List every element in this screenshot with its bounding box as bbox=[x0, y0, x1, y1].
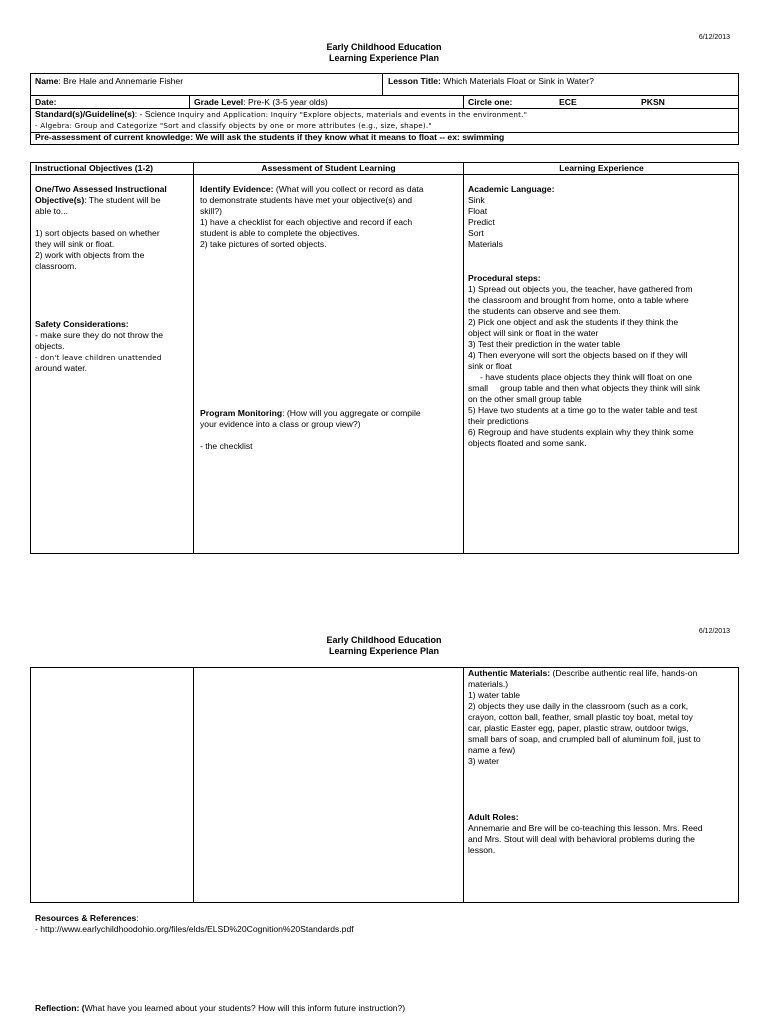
safety-line: - make sure they do not throw the bbox=[35, 330, 164, 340]
page1-date: 6/12/2013 bbox=[698, 34, 730, 41]
safety-line: - don't leave children unattended bbox=[35, 353, 162, 362]
objective-line bbox=[35, 217, 191, 228]
circle-option-ece[interactable]: ECE bbox=[559, 97, 577, 107]
col-header-objectives bbox=[35, 163, 153, 174]
procedural-line: 1) Spread out objects you, the teacher, have gathered from bbox=[468, 284, 693, 294]
program-line: - the checklist bbox=[200, 441, 253, 451]
vocab-word: Sort bbox=[468, 228, 484, 238]
standards-field bbox=[35, 109, 735, 131]
divider bbox=[193, 667, 194, 903]
circle-one-label: Circle one: bbox=[468, 97, 513, 107]
procedural-line: sink or float bbox=[468, 361, 512, 371]
procedural-line: the classroom and brought from home, onto a table where bbox=[468, 295, 689, 305]
program-line bbox=[200, 430, 462, 441]
procedural-line: - have students place objects they think will float on one bbox=[468, 372, 693, 382]
page2-title-line2: Learning Experience Plan bbox=[328, 646, 440, 656]
authentic-line: (Describe authentic real life, hands-on bbox=[550, 668, 698, 678]
standards-science: Inquiry and Application: Inquiry "Explore objects, materials and events in the environment." bbox=[177, 110, 528, 119]
name-label: Name bbox=[35, 76, 59, 86]
objective-heading-2: Objective(s) bbox=[35, 195, 85, 205]
procedural-line: 5) Have two students at a time go to the water table and test bbox=[468, 405, 698, 415]
divider bbox=[193, 162, 194, 554]
identify-line: student is able to complete the objectives. bbox=[200, 228, 360, 238]
objective-line: 2) work with objects from the bbox=[35, 250, 145, 260]
safety-label: Safety Considerations: bbox=[35, 319, 129, 329]
divider bbox=[30, 174, 739, 175]
circle-one-field bbox=[468, 97, 738, 108]
divider bbox=[463, 667, 464, 903]
vocab-word: Sink bbox=[468, 195, 485, 205]
procedural-line: the students can observe and see them. bbox=[468, 306, 621, 316]
reflection-prompt: What have you learned about your students? How will this inform future instruction?) bbox=[84, 1003, 406, 1013]
lesson-title-field bbox=[388, 76, 594, 87]
preassessment-text: Pre-assessment of current knowledge: We will ask the students if they know what it means to float -- ex: swimming bbox=[35, 132, 505, 142]
grade-level-label: Grade Level bbox=[194, 97, 244, 107]
resources-link[interactable]: - http://www.earlychildhoodohio.org/files/elds/ELSD%20Cognition%20Standards.pdf bbox=[35, 924, 354, 934]
authentic-line: 1) water table bbox=[468, 690, 521, 700]
authentic-line: 3) water bbox=[468, 756, 500, 766]
divider bbox=[463, 95, 464, 108]
identify-line: 2) take pictures of sorted objects. bbox=[200, 239, 327, 249]
procedural-line: their predictions bbox=[468, 416, 529, 426]
adult-roles-line: lesson. bbox=[468, 845, 496, 855]
objective-line: able to... bbox=[35, 206, 68, 216]
identify-line: 1) have a checklist for each objective and record if each bbox=[200, 217, 413, 227]
page1-title bbox=[0, 42, 768, 64]
name-value: : Bre Hale and Annemarie Fisher bbox=[58, 76, 184, 86]
preassessment-field bbox=[35, 132, 735, 143]
identify-evidence-cell bbox=[200, 184, 462, 250]
circle-option-pksn[interactable]: PKSN bbox=[641, 97, 665, 107]
objective-heading-tail: : The student will be bbox=[84, 195, 161, 205]
academic-language-label: Academic Language: bbox=[468, 184, 555, 194]
safety-line: objects. bbox=[35, 341, 65, 351]
procedural-line: small group table and then what objects they think will sink bbox=[468, 383, 701, 393]
procedural-steps-label: Procedural steps: bbox=[468, 273, 541, 283]
procedural-line: objects floated and some sank. bbox=[468, 438, 587, 448]
safety-line: around water. bbox=[35, 363, 88, 373]
procedural-line: 2) Pick one object and ask the students if they think the bbox=[468, 317, 679, 327]
page2-date: 6/12/2013 bbox=[698, 628, 730, 635]
resources-label: Resources & References bbox=[35, 913, 137, 923]
authentic-line: materials.) bbox=[468, 679, 509, 689]
page1-title-line2: Learning Experience Plan bbox=[328, 53, 440, 63]
authentic-line: crayon, cotton ball, feather, small plastic toy boat, metal toy bbox=[468, 712, 693, 722]
vocab-word: Float bbox=[468, 206, 488, 216]
procedural-line: 3) Test their prediction in the water table bbox=[468, 339, 621, 349]
col-header-assessment-text: Assessment of Student Learning bbox=[261, 163, 396, 173]
name-field bbox=[35, 76, 183, 87]
adult-roles-cell bbox=[468, 812, 738, 856]
col-header-assessment bbox=[194, 163, 463, 174]
objective-heading-1: One/Two Assessed Instructional bbox=[35, 184, 167, 194]
lesson-title-label: Lesson Title: bbox=[388, 76, 441, 86]
identify-line: skill?) bbox=[200, 206, 222, 216]
program-monitoring-label: Program Monitoring bbox=[200, 408, 283, 418]
date-field bbox=[35, 97, 57, 108]
procedural-line: object will sink or float in the water bbox=[468, 328, 599, 338]
identify-evidence-label: Identify Evidence: bbox=[200, 184, 274, 194]
authentic-materials-label: Authentic Materials: bbox=[468, 668, 551, 678]
authentic-materials-cell bbox=[468, 668, 738, 767]
identify-line: to demonstrate students have met your objective(s) and bbox=[200, 195, 413, 205]
standards-value: : - Science bbox=[134, 109, 178, 119]
adult-roles-label: Adult Roles: bbox=[468, 812, 519, 822]
date-label: Date: bbox=[35, 97, 57, 107]
program-line: : (How will you aggregate or compile bbox=[282, 408, 421, 418]
divider bbox=[189, 95, 190, 108]
col-header-learning-text: Learning Experience bbox=[559, 163, 644, 173]
reflection-label: Reflection: ( bbox=[35, 1003, 85, 1013]
authentic-line: 2) objects they use daily in the classroom (such as a cork, bbox=[468, 701, 689, 711]
reflection-section bbox=[35, 1003, 735, 1014]
program-line: your evidence into a class or group view?) bbox=[200, 419, 361, 429]
page2-title bbox=[0, 635, 768, 657]
divider bbox=[30, 95, 739, 96]
program-monitoring-cell bbox=[200, 408, 462, 452]
col-header-objectives-text: Instructional Objectives (1-2) bbox=[35, 163, 153, 173]
adult-roles-line: Annemarie and Bre will be co-teaching this lesson. Mrs. Reed bbox=[468, 823, 703, 833]
resources-colon: : bbox=[136, 913, 139, 923]
adult-roles-line: and Mrs. Stout will deal with behavioral problems during the bbox=[468, 834, 695, 844]
procedural-line: 6) Regroup and have students explain why they think some bbox=[468, 427, 694, 437]
authentic-line: small bars of soap, and crumpled ball of aluminum foil, just to bbox=[468, 734, 701, 744]
lesson-title-value: Which Materials Float or Sink in Water? bbox=[440, 76, 594, 86]
objective-line: they will sink or float. bbox=[35, 239, 115, 249]
procedural-steps-cell bbox=[468, 273, 738, 449]
objectives-cell bbox=[35, 184, 191, 272]
authentic-line: name a few) bbox=[468, 745, 516, 755]
identify-line: (What will you collect or record as data bbox=[273, 184, 424, 194]
grade-level-value: : Pre-K (3-5 year olds) bbox=[243, 97, 328, 107]
col-header-learning bbox=[464, 163, 739, 174]
grade-level-field bbox=[194, 97, 328, 108]
standards-algebra: - Algebra: Group and Categorize "Sort and classify objects by one or more attributes (e.g., size, shape)." bbox=[35, 121, 432, 130]
academic-language-cell bbox=[468, 184, 738, 250]
page1-title-line1: Early Childhood Education bbox=[326, 42, 442, 52]
objective-line: 1) sort objects based on whether bbox=[35, 228, 160, 238]
vocab-word: Materials bbox=[468, 239, 503, 249]
page2-title-line1: Early Childhood Education bbox=[326, 635, 442, 645]
procedural-line: on the other small group table bbox=[468, 394, 582, 404]
resources-section bbox=[35, 913, 735, 935]
authentic-line: car, plastic Easter egg, paper, plastic straw, outdoor twigs, bbox=[468, 723, 689, 733]
divider bbox=[382, 73, 383, 95]
divider bbox=[463, 162, 464, 554]
safety-cell bbox=[35, 319, 191, 374]
vocab-word: Predict bbox=[468, 217, 495, 227]
procedural-line: 4) Then everyone will sort the objects based on if they will bbox=[468, 350, 688, 360]
standards-label: Standard(s)/Guideline(s) bbox=[35, 109, 135, 119]
objective-line: classroom. bbox=[35, 261, 77, 271]
